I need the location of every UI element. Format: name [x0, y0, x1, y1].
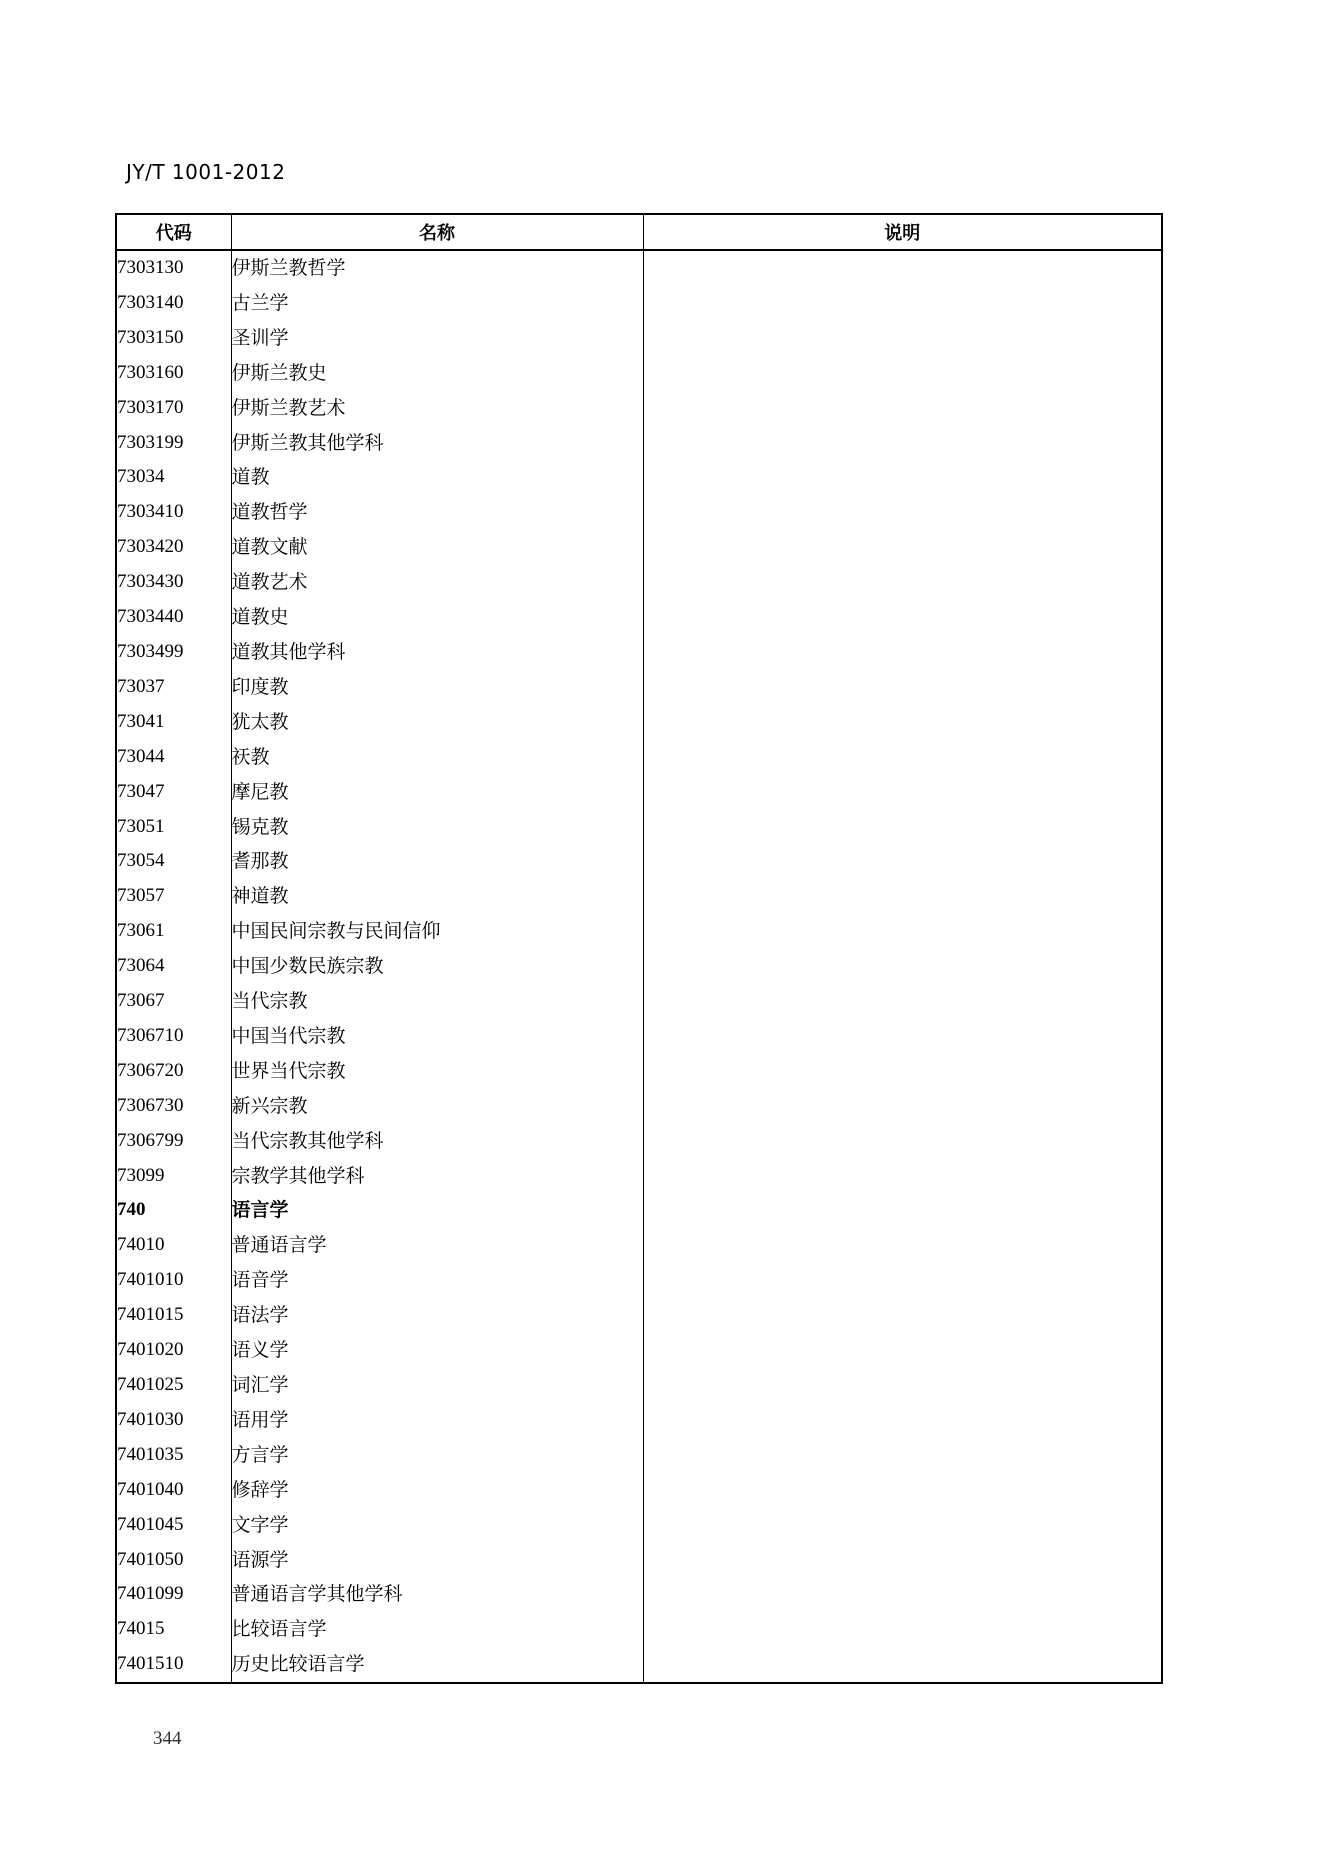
name-cell: 伊斯兰教其他学科	[231, 426, 643, 461]
note-cell	[643, 565, 1162, 600]
code-cell: 73041	[116, 705, 231, 740]
table-row	[116, 1647, 1162, 1683]
code-cell: 7303199	[116, 426, 231, 461]
note-cell	[643, 844, 1162, 879]
column-header-name: 名称	[231, 214, 643, 250]
table-row	[116, 775, 1162, 810]
table-row	[116, 1473, 1162, 1508]
table-row	[116, 740, 1162, 775]
table-row	[116, 1159, 1162, 1194]
note-cell	[643, 1054, 1162, 1089]
table-body	[116, 250, 1162, 1683]
table-row	[116, 356, 1162, 391]
name-cell: 当代宗教其他学科	[231, 1124, 643, 1159]
name-cell: 圣训学	[231, 321, 643, 356]
code-cell: 7303499	[116, 635, 231, 670]
name-cell: 伊斯兰教史	[231, 356, 643, 391]
code-cell: 73064	[116, 949, 231, 984]
table-row	[116, 1263, 1162, 1298]
code-cell: 7401025	[116, 1368, 231, 1403]
note-cell	[643, 1577, 1162, 1612]
note-cell	[643, 740, 1162, 775]
note-cell	[643, 600, 1162, 635]
note-cell	[643, 914, 1162, 949]
code-cell: 7401510	[116, 1647, 231, 1683]
code-cell: 73047	[116, 775, 231, 810]
table-row	[116, 810, 1162, 845]
note-cell	[643, 775, 1162, 810]
note-cell	[643, 1473, 1162, 1508]
table-header-row	[116, 214, 1162, 250]
name-cell: 伊斯兰教哲学	[231, 250, 643, 286]
name-cell: 道教其他学科	[231, 635, 643, 670]
table-row	[116, 1124, 1162, 1159]
name-cell: 宗教学其他学科	[231, 1159, 643, 1194]
name-cell: 神道教	[231, 879, 643, 914]
note-cell	[643, 1193, 1162, 1228]
discipline-code-table	[115, 213, 1163, 1684]
table-row	[116, 1543, 1162, 1578]
code-cell: 73037	[116, 670, 231, 705]
note-cell	[643, 1333, 1162, 1368]
table-row	[116, 1508, 1162, 1543]
code-cell: 740	[116, 1193, 231, 1228]
note-cell	[643, 286, 1162, 321]
table-row	[116, 1298, 1162, 1333]
table-row	[116, 635, 1162, 670]
code-cell: 73067	[116, 984, 231, 1019]
note-cell	[643, 250, 1162, 286]
code-cell: 73057	[116, 879, 231, 914]
note-cell	[643, 1543, 1162, 1578]
note-cell	[643, 635, 1162, 670]
name-cell: 语音学	[231, 1263, 643, 1298]
note-cell	[643, 949, 1162, 984]
code-cell: 7303410	[116, 495, 231, 530]
name-cell: 语法学	[231, 1298, 643, 1333]
name-cell: 古兰学	[231, 286, 643, 321]
note-cell	[643, 1438, 1162, 1473]
table-row	[116, 879, 1162, 914]
column-header-note: 说明	[643, 214, 1162, 250]
table-row	[116, 495, 1162, 530]
name-cell: 普通语言学其他学科	[231, 1577, 643, 1612]
note-cell	[643, 1298, 1162, 1333]
table-row	[116, 949, 1162, 984]
code-cell: 7303140	[116, 286, 231, 321]
name-cell: 祆教	[231, 740, 643, 775]
name-cell: 道教文献	[231, 530, 643, 565]
code-cell: 7401020	[116, 1333, 231, 1368]
name-cell: 世界当代宗教	[231, 1054, 643, 1089]
name-cell: 道教	[231, 460, 643, 495]
code-cell: 7401045	[116, 1508, 231, 1543]
name-cell: 印度教	[231, 670, 643, 705]
code-cell: 7401035	[116, 1438, 231, 1473]
table-row	[116, 600, 1162, 635]
table-row	[116, 1333, 1162, 1368]
table-row	[116, 1228, 1162, 1263]
name-cell: 中国当代宗教	[231, 1019, 643, 1054]
name-cell: 语义学	[231, 1333, 643, 1368]
note-cell	[643, 1124, 1162, 1159]
note-cell	[643, 356, 1162, 391]
note-cell	[643, 984, 1162, 1019]
name-cell: 摩尼教	[231, 775, 643, 810]
code-cell: 7303130	[116, 250, 231, 286]
code-cell: 73044	[116, 740, 231, 775]
table-row	[116, 1193, 1162, 1228]
note-cell	[643, 1612, 1162, 1647]
note-cell	[643, 1263, 1162, 1298]
name-cell: 语用学	[231, 1403, 643, 1438]
note-cell	[643, 1089, 1162, 1124]
name-cell: 中国少数民族宗教	[231, 949, 643, 984]
code-cell: 7401015	[116, 1298, 231, 1333]
note-cell	[643, 321, 1162, 356]
note-cell	[643, 391, 1162, 426]
table-row	[116, 1368, 1162, 1403]
table-row	[116, 1089, 1162, 1124]
code-cell: 7401040	[116, 1473, 231, 1508]
name-cell: 修辞学	[231, 1473, 643, 1508]
note-cell	[643, 426, 1162, 461]
name-cell: 历史比较语言学	[231, 1647, 643, 1683]
table-row	[116, 670, 1162, 705]
code-cell: 7306720	[116, 1054, 231, 1089]
table-row	[116, 530, 1162, 565]
code-cell: 7401010	[116, 1263, 231, 1298]
code-cell: 7401050	[116, 1543, 231, 1578]
table-row	[116, 914, 1162, 949]
name-cell: 当代宗教	[231, 984, 643, 1019]
note-cell	[643, 670, 1162, 705]
code-cell: 73061	[116, 914, 231, 949]
note-cell	[643, 1368, 1162, 1403]
table-row	[116, 391, 1162, 426]
table-row	[116, 565, 1162, 600]
code-cell: 73051	[116, 810, 231, 845]
code-cell: 7303430	[116, 565, 231, 600]
table-row	[116, 844, 1162, 879]
name-cell: 词汇学	[231, 1368, 643, 1403]
code-cell: 7303440	[116, 600, 231, 635]
name-cell: 锡克教	[231, 810, 643, 845]
name-cell: 道教哲学	[231, 495, 643, 530]
table-row	[116, 1612, 1162, 1647]
code-cell: 74015	[116, 1612, 231, 1647]
table-row	[116, 460, 1162, 495]
code-cell: 74010	[116, 1228, 231, 1263]
note-cell	[643, 1228, 1162, 1263]
note-cell	[643, 1403, 1162, 1438]
name-cell: 普通语言学	[231, 1228, 643, 1263]
name-cell: 耆那教	[231, 844, 643, 879]
note-cell	[643, 495, 1162, 530]
note-cell	[643, 1508, 1162, 1543]
table-row	[116, 1438, 1162, 1473]
name-cell: 道教史	[231, 600, 643, 635]
name-cell: 方言学	[231, 1438, 643, 1473]
name-cell: 中国民间宗教与民间信仰	[231, 914, 643, 949]
name-cell: 新兴宗教	[231, 1089, 643, 1124]
code-cell: 7303150	[116, 321, 231, 356]
table-row	[116, 1577, 1162, 1612]
code-cell: 7401030	[116, 1403, 231, 1438]
table-row	[116, 984, 1162, 1019]
note-cell	[643, 879, 1162, 914]
page-number: 344	[153, 1728, 182, 1749]
name-cell: 伊斯兰教艺术	[231, 391, 643, 426]
note-cell	[643, 705, 1162, 740]
table-row	[116, 250, 1162, 286]
code-cell: 73054	[116, 844, 231, 879]
name-cell: 文字学	[231, 1508, 643, 1543]
name-cell: 道教艺术	[231, 565, 643, 600]
table-row	[116, 426, 1162, 461]
name-cell: 语言学	[231, 1193, 643, 1228]
code-cell: 73034	[116, 460, 231, 495]
table-row	[116, 1019, 1162, 1054]
table-row	[116, 321, 1162, 356]
code-cell: 7401099	[116, 1577, 231, 1612]
note-cell	[643, 1647, 1162, 1683]
standard-id: JY/T 1001-2012	[126, 160, 286, 184]
table-row	[116, 1054, 1162, 1089]
name-cell: 语源学	[231, 1543, 643, 1578]
code-cell: 7306799	[116, 1124, 231, 1159]
name-cell: 犹太教	[231, 705, 643, 740]
note-cell	[643, 810, 1162, 845]
code-cell: 7303160	[116, 356, 231, 391]
table-row	[116, 1403, 1162, 1438]
name-cell: 比较语言学	[231, 1612, 643, 1647]
column-header-code: 代码	[116, 214, 231, 250]
code-cell: 7303420	[116, 530, 231, 565]
table-row	[116, 286, 1162, 321]
note-cell	[643, 1019, 1162, 1054]
code-cell: 7303170	[116, 391, 231, 426]
code-cell: 73099	[116, 1159, 231, 1194]
note-cell	[643, 530, 1162, 565]
code-cell: 7306730	[116, 1089, 231, 1124]
code-cell: 7306710	[116, 1019, 231, 1054]
table-row	[116, 705, 1162, 740]
note-cell	[643, 460, 1162, 495]
note-cell	[643, 1159, 1162, 1194]
